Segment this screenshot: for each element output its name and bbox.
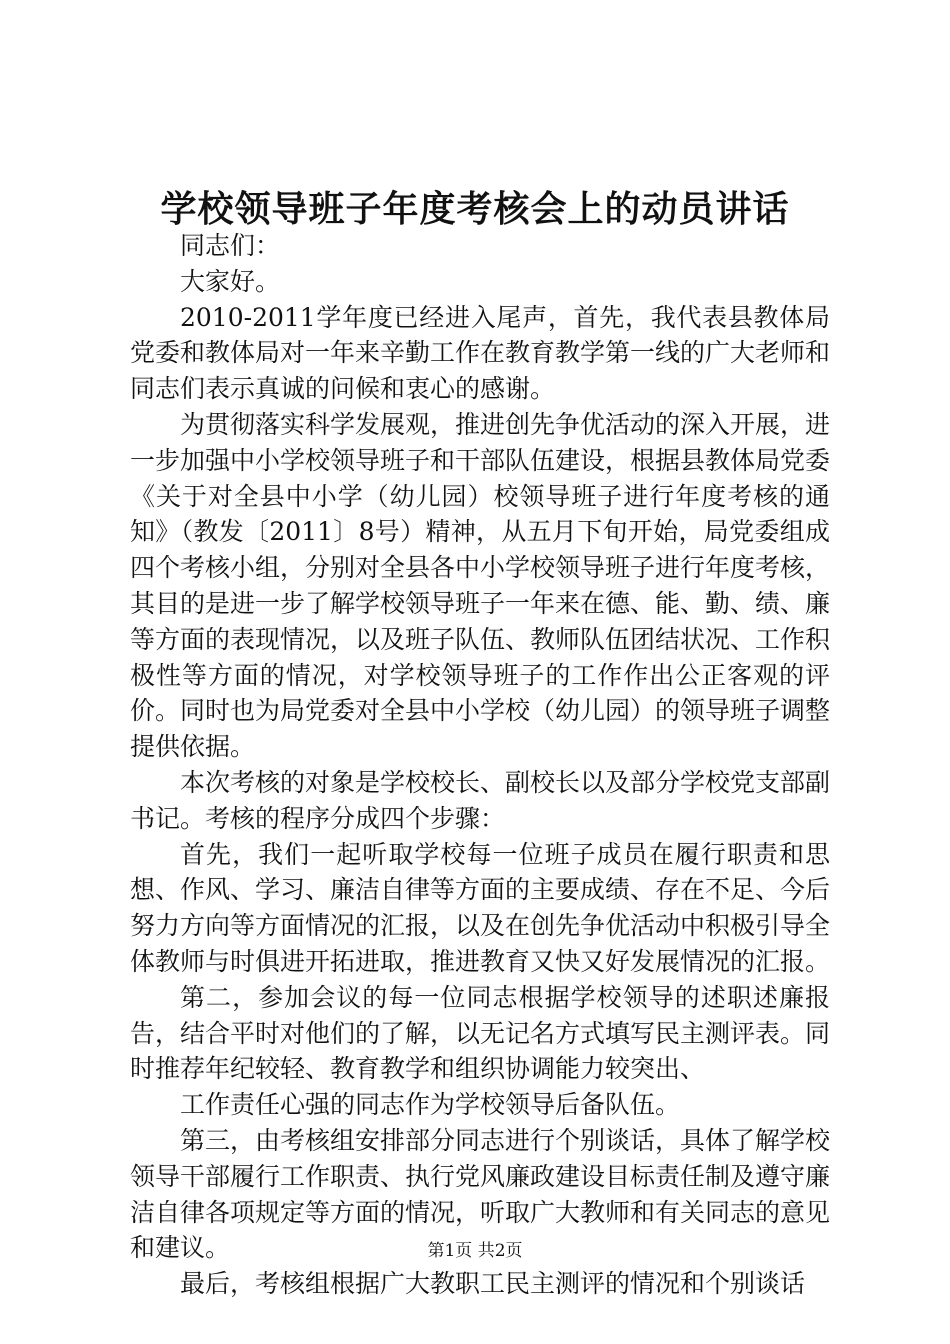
page-number-footer: 第1页 共2页 <box>427 1241 523 1261</box>
document-body <box>130 228 830 1302</box>
paragraph-intro: 2010-2011学年度已经进入尾声，首先，我代表县教体局党委和教体局对一年来辛勤工作在教育教学第一线的广大老师和同志们表示真诚的问候和衷心的感谢。 <box>130 302 831 404</box>
paragraph-step-four: 最后，考核组根据广大教职工民主测评的情况和个别谈话 <box>180 1269 806 1299</box>
paragraph-purpose: 为贯彻落实科学发展观，推进创先争优活动的深入开展，进一步加强中小学校领导班子和干部队伍建设，根据县教体局党委《关于对全县中小学（幼儿园）校领导班子进行年度考核的通知》（教发〔2011〕8号）精神，从五月下旬开始，局党委组成四个考核小组，分别对全县各中小学校领导班子进行年度考核，其目的是进一步了解学校领导班子一年来在德、能、勤、绩、廉等方面的表现情况，以及班子队伍、教师队伍团结状况、工作积极性等方面的情况，对学校领导班子的工作作出公正客观的评价。同时也为局党委对全县中小学校（幼儿园）的领导班子调整提供依据。 <box>130 409 831 762</box>
paragraph-salutation: 同志们： <box>180 231 281 260</box>
paragraph-scope: 本次考核的对象是学校校长、副校长以及部分学校党支部副书记。考核的程序分成四个步骤： <box>130 767 831 833</box>
paragraph-step-two: 第二，参加会议的每一位同志根据学校领导的述职述廉报告，结合平时对他们的了解，以无记名方式填写民主测评表。同时推荐年纪较轻、教育教学和组织协调能力较突出、 <box>130 982 831 1084</box>
paragraph-greeting: 大家好。 <box>180 266 281 296</box>
paragraph-step-three: 第三，由考核组安排部分同志进行个别谈话，具体了解学校领导干部履行工作职责、执行党风廉政建设目标责任制及遵守廉洁自律各项规定等方面的情况，听取广大教师和有关同志的意见和建议。 <box>130 1125 831 1263</box>
document-title: 学校领导班子年度考核会上的动员讲话 <box>160 188 790 230</box>
paragraph-step-one: 首先，我们一起听取学校每一位班子成员在履行职责和思想、作风、学习、廉洁自律等方面的主要成绩、存在不足、今后努力方向等方面情况的汇报，以及在创先争优活动中积极引导全体教师与时俱进开拓进取，推进教育又快又好发展情况的汇报。 <box>130 839 831 976</box>
paragraph-step-two-continued: 工作责任心强的同志作为学校领导后备队伍。 <box>180 1090 681 1120</box>
